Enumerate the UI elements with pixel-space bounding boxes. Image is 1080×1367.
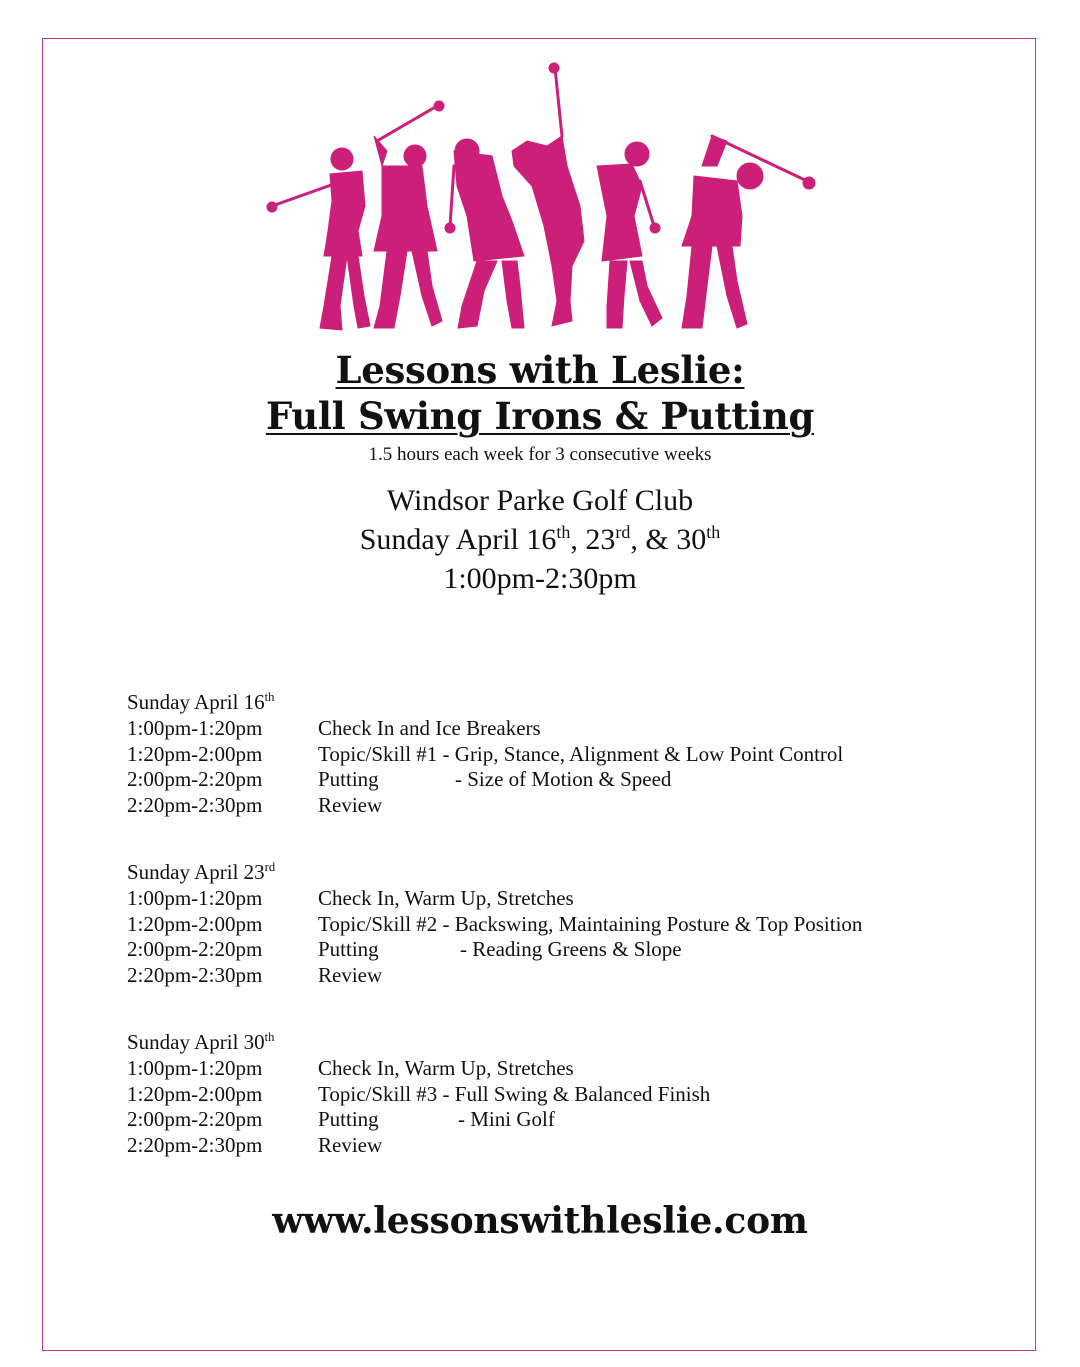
golfer-silhouette (267, 148, 370, 330)
ordinal: th (706, 522, 721, 542)
event-dates (0, 523, 1080, 557)
ordinal: rd (615, 522, 631, 542)
date-text: Sunday April 16 (359, 523, 557, 556)
venue: Windsor Parke Golf Club (386, 484, 694, 517)
date-text: , 23 (570, 523, 616, 556)
golfer-silhouette (512, 63, 584, 326)
website-link[interactable]: www.lessonswithleslie.com (272, 1200, 808, 1242)
subtitle: 1.5 hours each week for 3 consecutive weeks (368, 444, 712, 465)
golfer-silhouettes-image (262, 56, 818, 336)
title-line-1: Lessons with Leslie: (335, 348, 745, 392)
date-text: , & 30 (630, 523, 707, 556)
golfer-silhouette (597, 142, 662, 328)
ordinal: th (556, 522, 571, 542)
golfer-silhouette (682, 136, 815, 328)
event-time: 1:00pm-2:30pm (443, 562, 637, 595)
title-line-2: Full Swing Irons & Putting (265, 394, 815, 438)
golfer-silhouette (445, 139, 524, 328)
golfer-silhouette (374, 101, 444, 328)
